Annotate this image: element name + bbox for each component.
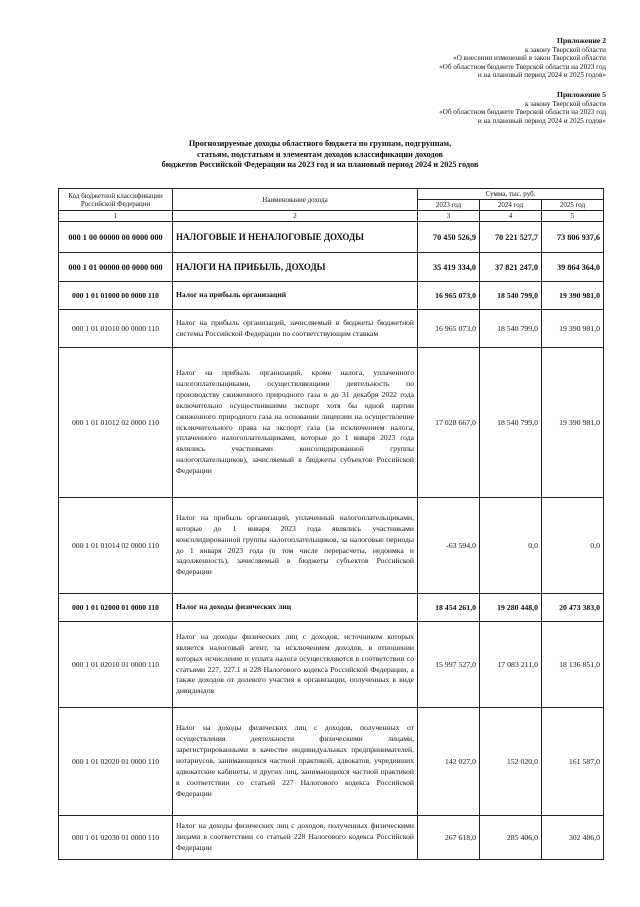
row-code: 000 1 01 02030 01 0000 110 — [59, 816, 173, 860]
row-value-2024: 152 020,0 — [480, 708, 542, 816]
row-name: Налог на доходы физических лиц с доходов, источником которых является налоговый агент, за исключением доходов, в отношении которых исчисление и уплата налога осуществляются в соответствии со статьями 227, 227.1 и 228 Налогового кодекса Российской Федерации, а также доходов от долевого участия в организации, полученных в виде дивидендов — [173, 622, 418, 708]
document-title-line: бюджетов Российской Федерации на 2023 год и на плановый период 2024 и 2025 годов — [161, 160, 479, 169]
table-row — [59, 594, 604, 622]
appendix-5-line: «Об областном бюджете Тверской области на 2023 год — [439, 108, 606, 117]
row-code: 000 1 01 01014 02 0000 110 — [59, 498, 173, 594]
row-value-2025: 161 587,0 — [542, 708, 604, 816]
row-value-2023: 16 965 073,0 — [418, 282, 480, 310]
row-code: 000 1 01 01010 00 0000 110 — [59, 310, 173, 348]
row-name: Налог на доходы физических лиц с доходов, полученных от осуществления деятельности физическими лицами, зарегистрированными в качестве индивидуальных предпринимателей, нотариусов, занимающихся частной практикой, адвокатов, учредивших адвокатские кабинеты, и других лиц, занимающихся частной практикой в соответствии со статьей 227 Налогового кодекса Российской Федерации — [173, 708, 418, 816]
column-number: 2 — [173, 211, 418, 222]
row-value-2025: 0,0 — [542, 498, 604, 594]
row-code: 000 1 01 02010 01 0000 110 — [59, 622, 173, 708]
row-value-2025: 20 473 383,0 — [542, 594, 604, 622]
table-row — [59, 222, 604, 253]
document-title-line: статьям, подстатьям и элементам доходов классификации доходов — [197, 149, 443, 159]
row-name: НАЛОГИ НА ПРИБЫЛЬ, ДОХОДЫ — [173, 253, 418, 282]
table-row — [59, 253, 604, 282]
row-code: 000 1 01 02020 01 0000 110 — [59, 708, 173, 816]
row-value-2024: 0,0 — [480, 498, 542, 594]
row-value-2023: 18 454 261,0 — [418, 594, 480, 622]
row-value-2025: 73 806 937,6 — [542, 222, 604, 253]
row-code: 000 1 01 01000 00 0000 110 — [59, 282, 173, 310]
column-number: 3 — [418, 211, 480, 222]
document-title-line: Прогнозируемые доходы областного бюджета по группам, подгруппам, — [188, 139, 452, 148]
row-code: 000 1 01 02000 01 0000 110 — [59, 594, 173, 622]
appendix-5-line: к закону Тверской области — [524, 99, 606, 108]
row-name: Налог на доходы физических лиц — [173, 594, 418, 622]
row-code: 000 1 00 00000 00 0000 000 — [59, 222, 173, 253]
row-value-2023: 142 027,0 — [418, 708, 480, 816]
appendix-5-line: и на плановый период 2024 и 2025 годов» — [477, 116, 606, 125]
row-value-2025: 19 390 981,0 — [542, 282, 604, 310]
table-row — [59, 708, 604, 816]
row-value-2024: 37 821 247,0 — [480, 253, 542, 282]
row-value-2023: 15 997 527,0 — [418, 622, 480, 708]
header-year-2024: 2024 год — [480, 200, 542, 211]
table-row — [59, 622, 604, 708]
row-code: 000 1 01 00000 00 0000 000 — [59, 253, 173, 282]
row-name: НАЛОГОВЫЕ И НЕНАЛОГОВЫЕ ДОХОДЫ — [173, 222, 418, 253]
appendix-2-line: и на плановый период 2024 и 2025 годов» — [477, 71, 606, 80]
row-name: Налог на прибыль организаций, зачисляемый в бюджеты бюджетной системы Российской Федерации по соответствующим ставкам — [173, 310, 418, 348]
row-name: Налог на доходы физических лиц с доходов, полученных физическими лицами в соответствии со статьей 228 Налогового кодекса Российской Федерации — [173, 816, 418, 860]
header-sum: Сумма, тыс. руб. — [418, 189, 604, 200]
table-row — [59, 282, 604, 310]
row-value-2023: 16 965 073,0 — [418, 310, 480, 348]
row-value-2024: 18 540 799,0 — [480, 282, 542, 310]
row-name: Налог на прибыль организаций, уплаченный налогоплательщиками, которые до 1 января 2023 года являлись участниками консолидированной группы налогоплательщиков, за налоговые периоды до 1 января 2023 года (в том числе перерасчеты, недоимка и задолженность), зачисляемый в бюджеты субъектов Российской Федерации — [173, 498, 418, 594]
row-value-2025: 39 864 364,0 — [542, 253, 604, 282]
column-number: 1 — [59, 211, 173, 222]
row-code: 000 1 01 01012 02 0000 110 — [59, 348, 173, 498]
row-value-2024: 19 280 448,0 — [480, 594, 542, 622]
table-row — [59, 348, 604, 498]
table-row — [59, 816, 604, 860]
column-number: 4 — [480, 211, 542, 222]
header-code: Код бюджетной классификации Российской Федерации — [59, 189, 173, 211]
document-title — [40, 139, 600, 171]
row-value-2025: 302 486,0 — [542, 816, 604, 860]
table-header-row — [59, 189, 604, 200]
appendix-2-header — [346, 37, 606, 80]
row-value-2025: 19 390 981,0 — [542, 348, 604, 498]
row-value-2024: 285 406,0 — [480, 816, 542, 860]
header-year-2023: 2023 год — [418, 200, 480, 211]
row-value-2024: 18 540 799,0 — [480, 348, 542, 498]
column-number: 5 — [542, 211, 604, 222]
appendix-2-line: «Об областном бюджете Тверской области на 2023 год — [439, 62, 606, 71]
row-value-2023: 17 028 667,0 — [418, 348, 480, 498]
row-value-2023: 35 419 334,0 — [418, 253, 480, 282]
table-row — [59, 310, 604, 348]
row-value-2025: 19 390 981,0 — [542, 310, 604, 348]
column-number-row — [59, 211, 604, 222]
appendix-2-line: «О внесении изменений в закон Тверской области — [452, 54, 606, 63]
row-value-2023: 267 618,0 — [418, 816, 480, 860]
row-value-2024: 18 540 799,0 — [480, 310, 542, 348]
appendix-2-line: к закону Тверской области — [524, 45, 606, 54]
row-value-2023: 70 450 526,9 — [418, 222, 480, 253]
row-value-2024: 17 083 211,0 — [480, 622, 542, 708]
header-name: Наименование дохода — [173, 189, 418, 211]
header-year-2025: 2025 год — [542, 200, 604, 211]
row-value-2024: 70 221 527,7 — [480, 222, 542, 253]
appendix-2-title: Приложение 2 — [557, 36, 606, 45]
appendix-5-header — [346, 91, 606, 125]
row-name: Налог на прибыль организаций, кроме налога, уплаченного налогоплательщиками, осуществляющими деятельность по производству сжиженного природного газа и до 31 декабря 2022 года включительно осуществившими экспорт хотя бы одной партии сжиженного природного газа на основании лицензии на осуществление исключительного права на экспорт газа (за исключением налога, уплаченного налогоплательщиками, которые до 1 января 2023 года являлись участниками консолидированной группы налогоплательщиков), зачисляемый в бюджеты субъектов Российской Федерации — [173, 348, 418, 498]
revenue-table — [58, 188, 604, 860]
row-value-2025: 18 136 851,0 — [542, 622, 604, 708]
row-name: Налог на прибыль организаций — [173, 282, 418, 310]
appendix-5-title: Приложение 5 — [557, 90, 606, 99]
row-value-2023: -63 594,0 — [418, 498, 480, 594]
table-row — [59, 498, 604, 594]
